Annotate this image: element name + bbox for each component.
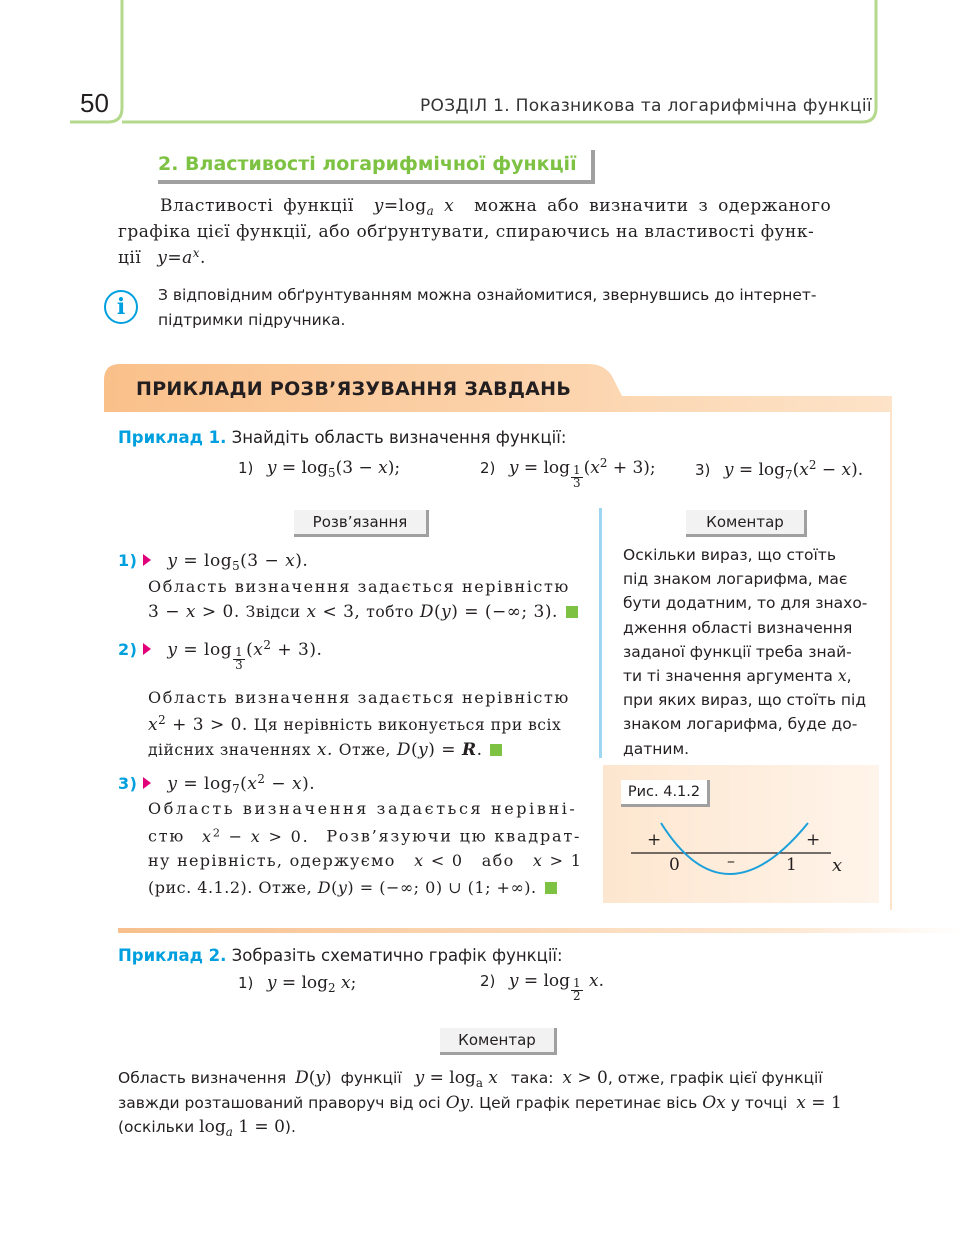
examples-banner: ПРИКЛАДИ РОЗВ’ЯЗУВАННЯ ЗАВДАНЬ <box>136 378 572 400</box>
figure-minus: – <box>727 851 735 870</box>
figure-plus-left: + <box>647 830 662 850</box>
arrow-icon <box>143 777 151 789</box>
sol3-line5: (рис. 4.1.2). Отже, D(y) = (−∞; 0) ∪ (1; +∞). <box>148 878 557 897</box>
parabola-sign-diagram <box>603 765 879 903</box>
example2-item2: 2) y = log $\frac{1}{2}$ x. <box>480 971 605 1003</box>
sol1-line3: 3 − x > 0. Звідси x < 3, тобто D(y) = (−∞; 3). <box>148 602 578 622</box>
section-title <box>158 150 595 184</box>
end-square-icon <box>545 882 557 894</box>
figure-zero: 0 <box>669 855 680 875</box>
info-icon: i <box>104 290 138 324</box>
comment-tab: Коментар <box>686 510 807 537</box>
info-text-1: З відповідним обґрунтуванням можна ознайомитися, звернувшись до інтернет- <box>158 286 817 304</box>
example2-heading: Приклад 2. Зобразіть схематично графік функції: <box>118 946 563 965</box>
sol2-line4: дійсних значеннях x. Отже, D(y) = R. <box>148 740 502 760</box>
arrow-icon <box>143 643 151 655</box>
sol2-line1: 2) y = log $\frac{1}{3}$ $(x^2 + 3)$. <box>118 638 323 672</box>
intro-line-1: Властивості функції $y=\log_a$ x можна або визначити з одержаного <box>160 196 832 219</box>
section-title-text: 2. Властивості логарифмічної функції <box>158 153 577 175</box>
figure-plus-right: + <box>806 830 821 850</box>
sol3-line3: стю $x^2 - x > 0$. Розв’язуючи цю квадрат- <box>148 826 582 846</box>
example1-heading: Приклад 1. Знайдіть область визначення функції: <box>118 428 567 447</box>
header-frame <box>0 0 963 140</box>
comment-text: Оскільки вираз, що стоїть під знаком логарифма, має бути додатним, то для знахо- дження області визначення заданої функції треба знай- ти ті значення аргумента x, при яких вираз, що стоїть під знаком логарифма, буде до- датним. <box>623 546 868 758</box>
running-title: РОЗДІЛ 1. Показникова та логарифмічна функції <box>420 96 872 116</box>
sol2-line3: $x^2 + 3 > 0$. Ця нерівність виконується при всіх <box>148 713 562 735</box>
sol3-line4: ну нерівність, одержуємо x < 0 або x > 1 <box>148 851 583 870</box>
figure-one: 1 <box>786 855 797 875</box>
intro-line-2: графіка цієї функції, або обґрунтувати, спираючись на властивості функ- <box>118 222 815 242</box>
sol3-line2: Область визначення задається нерівні- <box>148 799 578 818</box>
example2-text-3: (оскільки $\log_a 1 = 0$). <box>118 1117 296 1140</box>
figure-caption: Рис. 4.1.2 <box>621 780 710 807</box>
sol2-line2: Область визначення задається нерівністю <box>148 688 570 707</box>
intro-line-3: ції $y=a^x$. <box>118 246 206 268</box>
example2-text-2: завжди розташований праворуч від осі Oy. Цей графік перетинає вісь Ox у точці x = 1 <box>118 1093 842 1113</box>
example2-text-1: Область визначення D(y) функції $y = \log_a x$ така: x > 0, отже, графік цієї функції <box>118 1068 823 1091</box>
example1-item2: 2) y = log $\frac{1}{3}$ $(x^2 + 3)$; <box>480 456 656 490</box>
end-square-icon <box>566 606 578 618</box>
comment-tab-2: Коментар <box>440 1028 557 1055</box>
sol1-line1: 1) $y = \log_5(3 - x)$. <box>118 551 309 574</box>
info-text-2: підтримки підручника. <box>158 311 346 329</box>
comment-divider <box>599 508 602 758</box>
arrow-icon <box>143 554 151 566</box>
solution-tab: Розв’язання <box>294 510 429 537</box>
page-number: 50 <box>80 88 109 118</box>
figure-axis-label: x <box>832 855 843 876</box>
sol3-line1: 3) $y = \log_7(x^2 - x)$. <box>118 772 316 797</box>
example1-item1: 1) $y = \log_5(3 - x)$; <box>238 458 401 481</box>
sol1-line2: Область визначення задається нерівністю <box>148 577 570 596</box>
example1-item3: 3) $y = \log_7(x^2 - x)$. <box>695 458 864 483</box>
example2-item1: 1) $y = \log_2 x$; <box>238 973 357 996</box>
examples-rule <box>118 928 963 933</box>
end-square-icon <box>490 744 502 756</box>
